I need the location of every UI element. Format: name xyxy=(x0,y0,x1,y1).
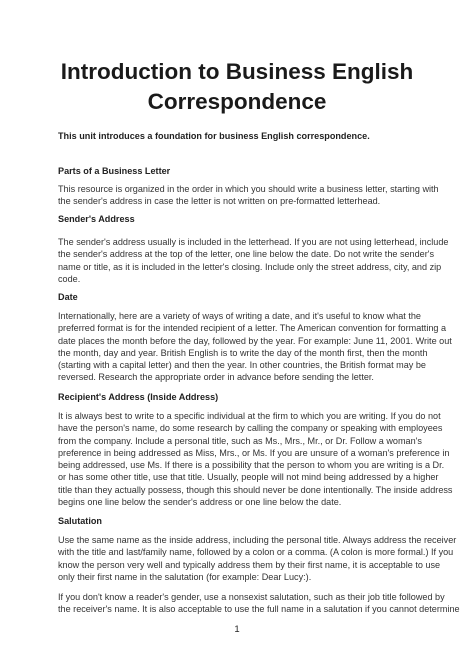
intro-sentence: This unit introduces a foundation for business English correspondence. xyxy=(58,131,370,141)
text-line: name or title, as it is included in the letter's closing. Include only the street address, city, and zip xyxy=(58,261,442,272)
paragraph-date xyxy=(58,310,452,384)
text-line: have the person's name, do some research by calling the company or speaking with employees xyxy=(58,423,443,434)
text-line: It is always best to write to a specific individual at the firm to which you are writing. If you do not xyxy=(58,411,441,421)
text-line: the month, day and year. British English is to write the day of the month first, then the month xyxy=(58,347,428,358)
text-line: only their first name in the salutation (for example: Dear Lucy:). xyxy=(58,571,312,582)
document-title xyxy=(0,57,474,117)
text-line: from the company. Include a personal title, such as Ms., Mrs., Mr., or Dr. Follow a woman's xyxy=(58,435,422,446)
text-line: Use the same name as the inside address, including the personal title. Always address the receiver xyxy=(58,535,457,545)
paragraph-salutation-nonsexist xyxy=(58,591,460,616)
text-line: preference in being addressed as Miss, Mrs., or Ms. If you are unsure of a woman's preference in xyxy=(58,447,450,458)
title-line-1: Introduction to Business English xyxy=(60,59,414,84)
heading-recipients-address: Recipient's Address (Inside Address) xyxy=(58,392,219,402)
text-line: being addressed, use Ms. If there is a possibility that the person to whom you are writing is a Dr. xyxy=(58,460,445,471)
text-line: The sender's address usually is included in the letterhead. If you are not using letterhead, include xyxy=(58,237,449,247)
paragraph-salutation xyxy=(58,534,457,583)
paragraph-parts xyxy=(58,183,439,208)
text-line: the receiver's name. It is also acceptable to use the full name in a salutation if you cannot determine xyxy=(58,604,460,615)
text-line: title than they actually possess, though this should never be done intentionally. The inside address xyxy=(58,484,453,495)
heading-senders-address: Sender's Address xyxy=(58,214,135,224)
text-line: (starting with a capital letter) and then the year. In other countries, the British format may be xyxy=(58,360,426,371)
page-number: 1 xyxy=(234,624,240,635)
text-line: or has some other title, use that title. Usually, people will not mind being addressed by a higher xyxy=(58,472,439,483)
text-line: date places the month before the day, followed by the year. For example: June 11, 2001. Write out xyxy=(58,335,452,346)
text-line: code. xyxy=(58,273,81,284)
text-line: This resource is organized in the order in which you should write a business letter, starting with xyxy=(58,184,439,194)
heading-salutation: Salutation xyxy=(58,516,102,526)
text-line: with the title and last/family name, followed by a colon or a comma. (A colon is more formal.) If you xyxy=(58,547,454,558)
title-line-2: Correspondence xyxy=(147,89,327,114)
text-line: If you don't know a reader's gender, use a nonsexist salutation, such as their job title followed by xyxy=(58,592,445,602)
text-line: reversed. Research the appropriate order in advance before sending the letter. xyxy=(58,372,374,383)
text-line: know the person very well and typically address them by their first name, it is acceptable to use xyxy=(58,559,441,570)
text-line: Internationally, here are a variety of ways of writing a date, and it's useful to know what the xyxy=(58,311,421,321)
paragraph-senders-address xyxy=(58,236,449,285)
text-line: the sender's address in case the letter is not written on pre-formatted letterhead. xyxy=(58,196,381,207)
heading-parts: Parts of a Business Letter xyxy=(58,166,171,176)
text-line: begins one line below the sender's address or one line below the date. xyxy=(58,497,342,508)
text-line: the sender's address at the top of the letter, one line below the date. Do not write the sender's xyxy=(58,249,435,260)
text-line: preferred format is for the intended recipient of a letter. The American convention for formatting a xyxy=(58,323,447,334)
heading-date: Date xyxy=(58,292,78,302)
paragraph-recipients-address xyxy=(58,410,453,508)
